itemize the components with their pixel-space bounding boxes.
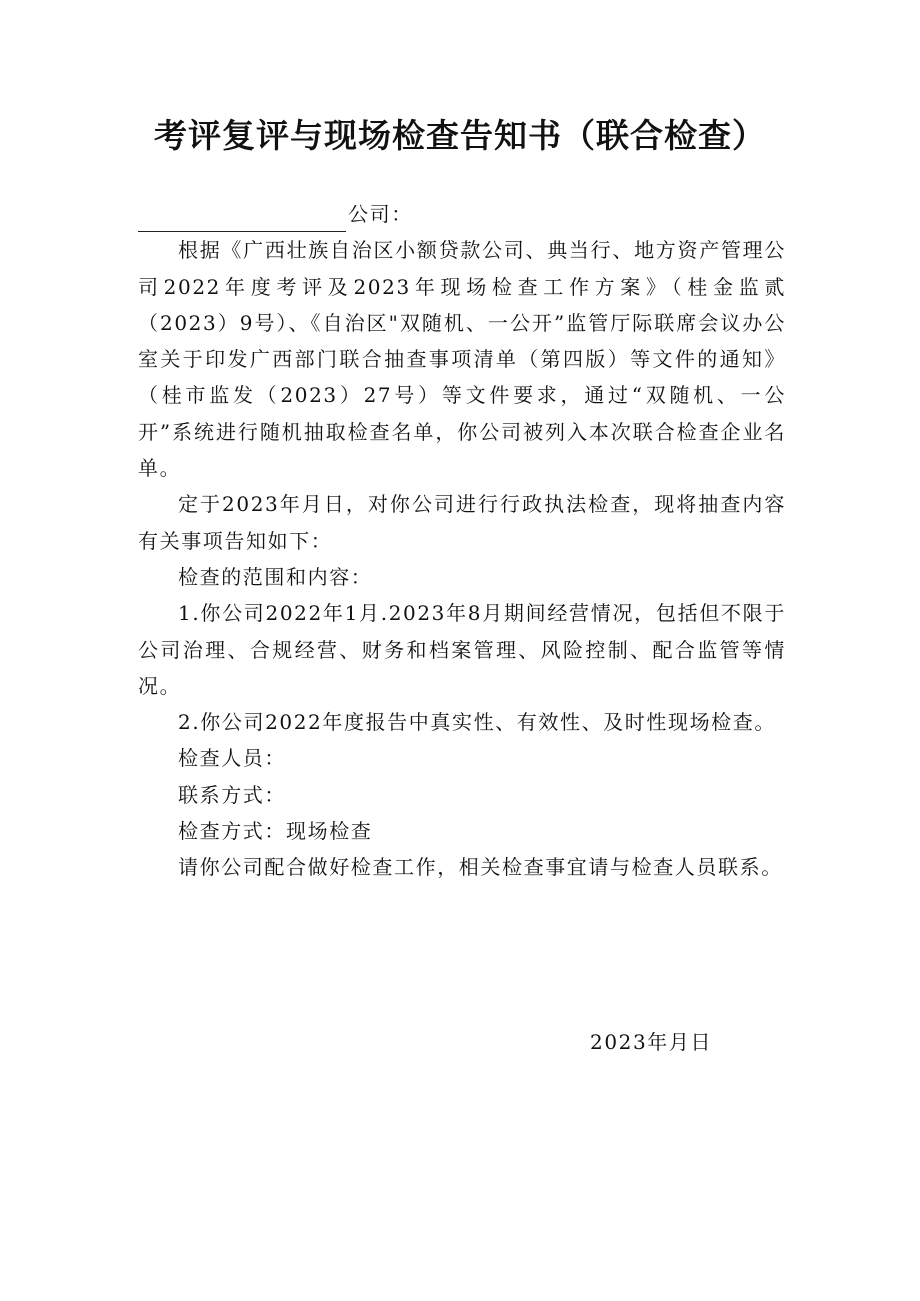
document-title: 考评复评与现场检查告知书（联合检查） [154,116,766,155]
paragraph-schedule: 定于2023年月日，对你公司进行行政执法检查，现将抽查内容有关事项告知如下： [138,492,786,553]
paragraph-scope-item-1: 1.你公司2022年1月.2023年8月期间经营情况，包括但不限于公司治理、合规经营、财务和档案管理、风险控制、配合监管等情况。 [138,601,786,698]
paragraph-contact: 联系方式： [178,782,286,807]
document-date: 2023年月日 [590,1030,713,1054]
company-name-blank [138,204,346,232]
paragraph-request: 请你公司配合做好检查工作，相关检查事宜请与检查人员联系。 [178,855,783,880]
addressee-suffix: 公司： [348,202,413,226]
paragraph-method: 检查方式：现场检查 [178,819,373,844]
paragraph-basis: 根据《广西壮族自治区小额贷款公司、典当行、地方资产管理公司2022年度考评及2023年现场检查工作方案》（桂金监贰（2023）9号）、《自治区"双随机、一公开”监管厅际联席会议办公室关于印发广西部门联合抽查事项清单（第四版）等文件的通知》（桂市监发（2023）27号）等文件要求，通过“双随机、一公开”系统进行随机抽取检查名单，你公司被列入本次联合检查企业名单。 [138,238,786,481]
paragraph-scope-item-2: 2.你公司2022年度报告中真实性、有效性、及时性现场检查。 [178,710,776,735]
addressee-line [138,196,786,232]
document-body [138,196,786,886]
paragraph-inspectors: 检查人员： [178,746,286,771]
paragraph-scope-heading: 检查的范围和内容： [178,564,373,589]
